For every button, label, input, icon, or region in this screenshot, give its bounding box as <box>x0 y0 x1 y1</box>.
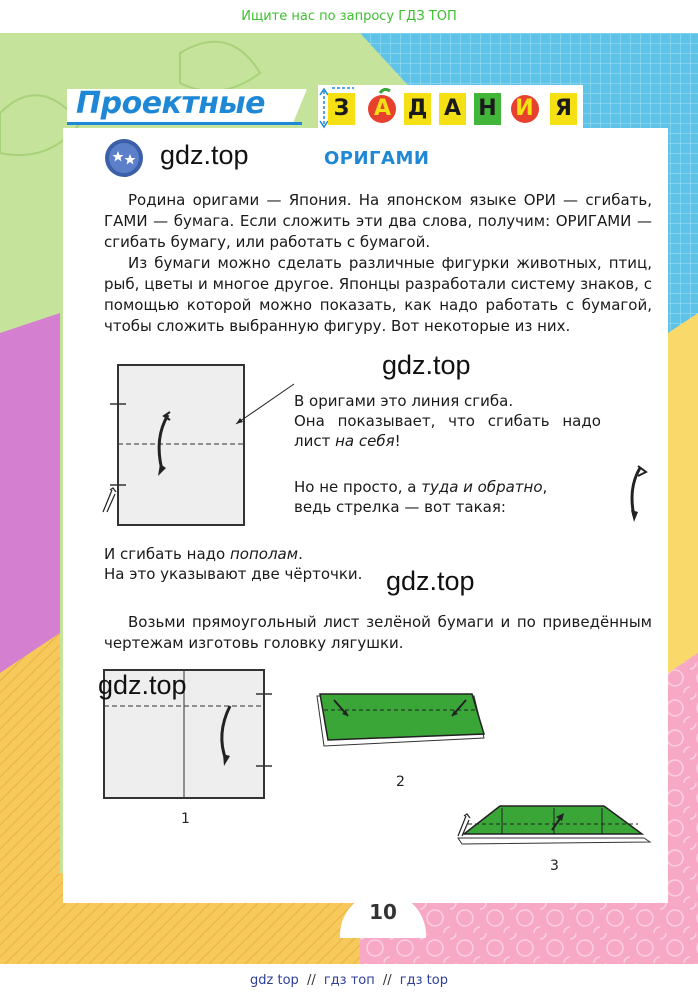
fold-text-1: В оригами это линия сгиба. <box>294 392 514 410</box>
half-text-1c: . <box>298 545 303 563</box>
fold-text-4b: туда и обратно <box>421 478 543 496</box>
letter-6: И <box>515 96 534 121</box>
figure-2-diagram <box>314 688 490 760</box>
page-number: 10 <box>369 900 397 924</box>
figure-label-1: 1 <box>181 811 190 827</box>
figure-label-3: 3 <box>550 858 559 874</box>
fold-text-3a: лист <box>294 432 336 450</box>
page-heading: ОРИГАМИ <box>324 148 430 169</box>
fold-text-4a: Но не просто, а <box>294 478 422 496</box>
fold-text-4c: , <box>542 478 548 496</box>
watermark-1: gdz.top <box>160 140 249 170</box>
zadaniya-letters <box>318 85 583 131</box>
bottom-link-3[interactable]: гдз top <box>399 973 448 988</box>
figure-3-diagram <box>454 800 654 850</box>
gdz-logo-icon <box>104 138 144 178</box>
half-text-1a: И сгибать надо <box>104 545 230 563</box>
fold-line-diagram <box>98 360 298 532</box>
letter-7: Я <box>550 93 577 125</box>
fold-text-4 <box>294 477 547 497</box>
fold-text-3b: на себя <box>335 432 395 450</box>
section-title: Проектные <box>76 86 265 121</box>
letter-2: А <box>373 96 392 121</box>
bottom-link-1[interactable]: gdz top <box>250 973 299 988</box>
half-text-1b: пополам <box>229 545 299 563</box>
fold-text-3 <box>294 431 401 451</box>
back-and-forth-arrow-icon <box>622 462 654 524</box>
watermark-2: gdz.top <box>382 350 471 380</box>
letter-5: Н <box>474 93 501 125</box>
watermark-4: gdz.top <box>98 670 187 700</box>
bottom-sep-1: // <box>306 973 316 988</box>
letter-4: А <box>439 93 466 125</box>
fold-text-5: ведь стрелка — вот такая: <box>294 498 506 516</box>
bottom-banner <box>0 964 698 997</box>
watermark-3: gdz.top <box>386 566 475 596</box>
half-text-1 <box>104 544 303 564</box>
letter-1: З <box>328 93 355 125</box>
bottom-sep-2: // <box>382 973 392 988</box>
fold-text-2: Она показывает, что сгибать надо <box>294 412 601 430</box>
letter-3: Д <box>404 93 431 125</box>
half-text-2: На это указывают две чёрточки. <box>104 565 363 583</box>
top-banner[interactable]: Ищите нас по запросу ГДЗ ТОП <box>0 0 698 33</box>
bottom-link-2[interactable]: гдз топ <box>323 973 375 988</box>
figure-label-2: 2 <box>396 774 405 790</box>
paragraph-2: Из бумаги можно сделать различные фигурки животных, птиц, рыб, цветы и многое другое. Японцы разработали систему знаков, с помощью которой можно показать, как надо работать с бумагой, чтобы сложить выбранную фигуру. Вот некоторые из них. <box>104 254 652 335</box>
fold-text-3c: ! <box>394 432 401 450</box>
task-paragraph: Возьми прямоугольный лист зелёной бумаги и по приведённым чертежам изготовь головку лягушки. <box>104 613 652 652</box>
paragraph-1: Родина оригами — Япония. На японском языке ОРИ — сгибать, ГАМИ — бумага. Если сложить эти два слова, получим: ОРИГАМИ — сгибать бумагу, или работать с бумагой. <box>104 191 652 251</box>
